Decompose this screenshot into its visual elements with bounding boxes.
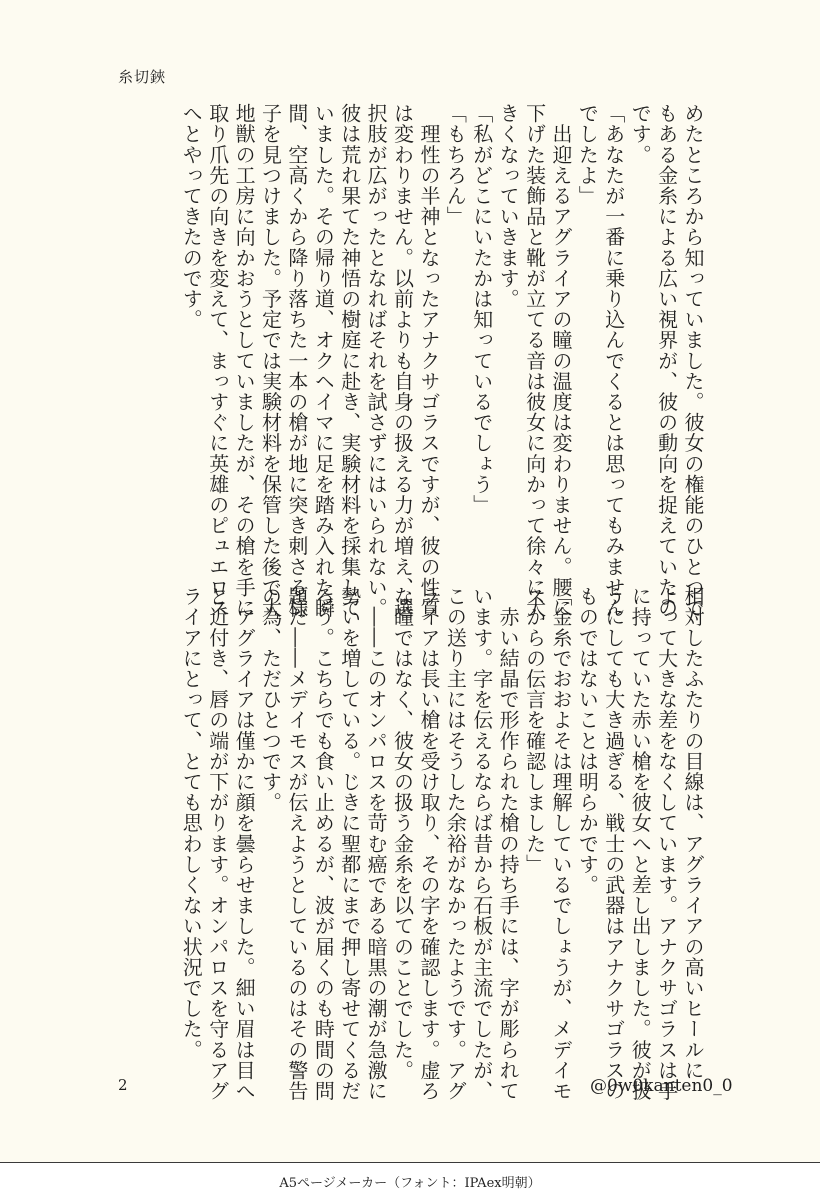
text-block-top [106,103,706,618]
text-column: ライアにとって、とても思わしくない状況でした。 [179,586,204,1060]
text-column: この送り主にはそうした余裕がなかったようです。アグ [443,586,468,1101]
text-column: 間、空高くから降り落ちた一本の槍が地に突き刺さる様 [284,103,309,618]
page-number: 2 [118,1076,128,1094]
text-column: 勢いを増している。じきに聖都にまで押し寄せてくるだ [337,586,362,1101]
text-column: の為、ただひとつです。 [258,586,283,813]
footer-credit: A5ページメーカー（フォント：IPAex明朝） [279,1176,541,1191]
text-column: 彼は荒れ果てた神悟の樹庭に赴き、実験材料を採集して [337,103,362,618]
text-column: 「金糸でおおよそは理解しているでしょうが、メデイモ [548,586,573,1101]
text-column: ものではないことは明らかです。 [575,586,600,895]
text-column: スからの伝言を確認しました」 [522,586,547,875]
text-column: 下げた装飾品と靴が立てる音は彼女に向かって徐々に大 [522,103,547,618]
text-column: 地獣の工房に向かおうとしていましたが、その槍を手に [232,103,257,618]
text-column: もある金糸による広い視界が、彼の動向を捉えていたの [654,103,679,618]
text-column: 「あなたが一番に乗り込んでくるとは思ってもみません [601,103,626,618]
text-column: でしたよ」 [575,103,600,206]
text-column: 択肢が広がったとなればそれを試さずにはいられない。 [364,103,389,618]
text-column: ろう。こちらでも食い止めるが、波が届くのも時間の問 [311,586,336,1101]
text-column: いました。その帰り道、オクヘイマに足を踏み入れた瞬 [311,103,336,618]
author-handle: @0w0kanten0_0 [590,1076,733,1096]
text-column: な瞳ではなく、彼女の扱う金糸を以てのことでした。 [390,586,415,1081]
text-column: へとやってきたのです。 [179,103,204,330]
text-column: めたところから知っていました。彼女の権能のひとつで [681,103,705,618]
text-column: 理性の半神となったアナクサゴラスですが、彼の性質 [416,103,441,618]
text-column: です。 [628,103,653,165]
text-column: ――このオンパロスを苛む癌である暗黒の潮が急激に [364,586,389,1101]
text-column: 取り爪先の向きを変えて、まっすぐに英雄のピュエロス [205,103,230,618]
footer-bar [0,1162,820,1201]
text-column: アグライアは僅かに顔を曇らせました。細い眉は目へ [232,586,257,1101]
text-column: 「もちろん」 [443,103,468,227]
text-column: うにしても大き過ぎる、戦士の武器はアナクサゴラスの [601,586,626,1101]
text-column: に持っていた赤い槍を彼女へと差し出しました。彼が扱 [628,586,653,1101]
text-column: 相対したふたりの目線は、アグライアの高いヒールに [681,586,705,1081]
text-column: きくなっていきます。 [496,103,521,309]
text-column: います。字を伝えるならば昔から石板が主流でしたが、 [469,586,494,1101]
text-column: 赤い結晶で形作られた槍の持ち手には、字が彫られて [496,586,521,1101]
text-column: 「私がどこにいたかは知っているでしょう」 [469,103,494,515]
text-column: 子を見つけました。予定では実験材料を保管した後で大 [258,103,283,618]
text-column: よって大きな差をなくしています。アナクサゴラスは手 [654,586,679,1101]
text-column: と近付き、唇の端が下がります。オンパロスを守るアグ [205,586,230,1101]
text-column: は変わりません。以前よりも自身の扱える力が増え、選 [390,103,415,618]
text-column: 出迎えるアグライアの瞳の温度は変わりません。腰に [548,103,573,618]
text-column: 題だ――メデイモスが伝えようとしているのはその警告 [284,586,309,1101]
text-column: ライアは長い槍を受け取り、その字を確認します。虚ろ [416,586,441,1101]
running-title: 糸切鋏 [118,68,167,86]
